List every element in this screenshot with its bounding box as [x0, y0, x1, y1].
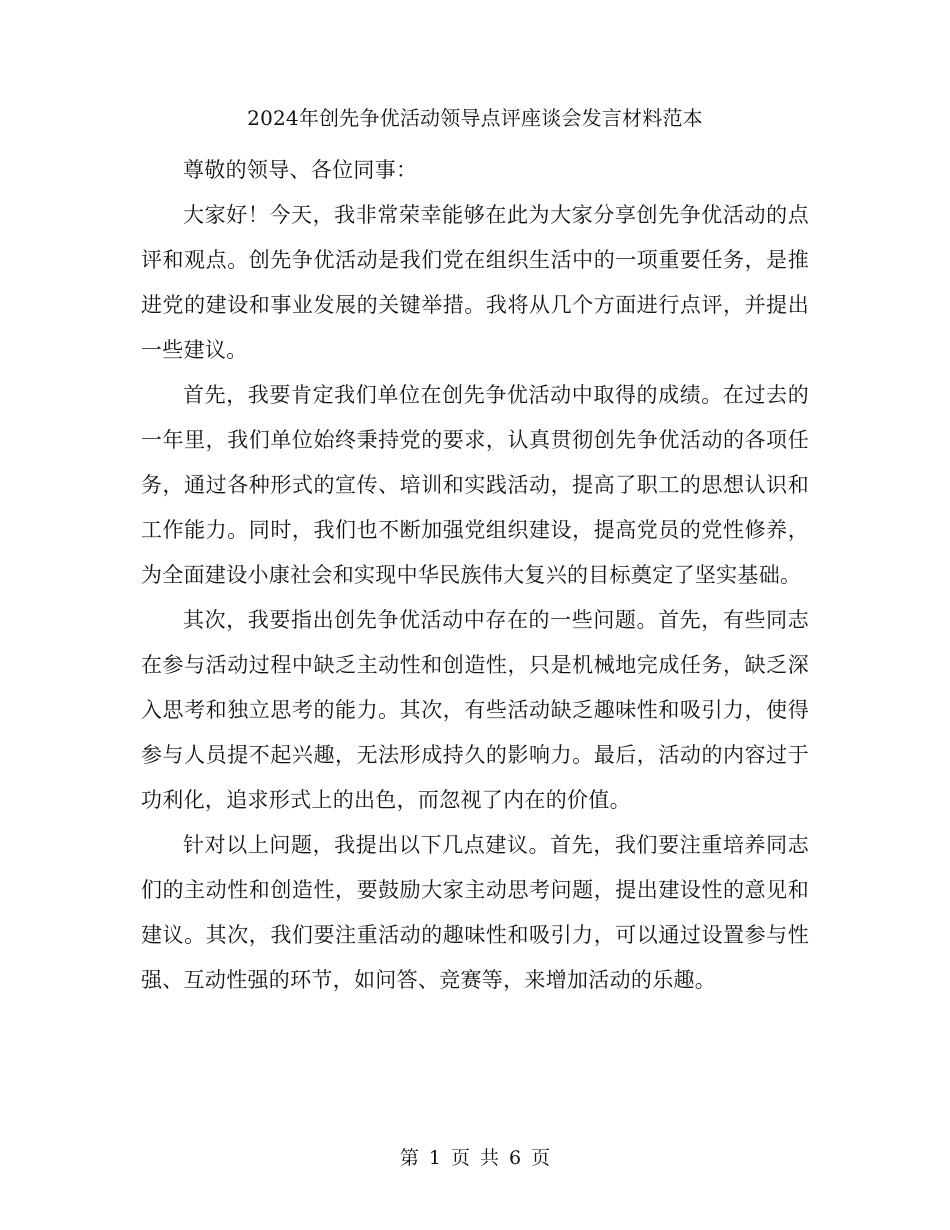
body-paragraph: 针对以上问题，我提出以下几点建议。首先，我们要注重培养同志们的主动性和创造性，要鼓励大家主动思考问题，提出建设性的意见和建议。其次，我们要注重活动的趣味性和吸引力，可以通过设置参与性强、互动性强的环节，如问答、竞赛等，来增加活动的乐趣。 [141, 833, 809, 992]
document-title: 2024年创先争优活动领导点评座谈会发言材料范本 [247, 106, 703, 130]
page-number-footer: 第 1 页 共 6 页 [399, 1147, 551, 1169]
salutation-paragraph: 尊敬的领导、各位同事： [183, 158, 418, 182]
body-paragraph: 大家好！今天，我非常荣幸能够在此为大家分享创先争优活动的点评和观点。创先争优活动是我们党在组织生活中的一项重要任务，是推进党的建设和事业发展的关键举措。我将从几个方面进行点评，并提出一些建议。 [141, 203, 809, 362]
body-paragraph: 其次，我要指出创先争优活动中存在的一些问题。首先，有些同志在参与活动过程中缺乏主动性和创造性，只是机械地完成任务，缺乏深入思考和独立思考的能力。其次，有些活动缺乏趣味性和吸引力，使得参与人员提不起兴趣，无法形成持久的影响力。最后，活动的内容过于功利化，追求形式上的出色，而忽视了内在的价值。 [141, 608, 809, 812]
body-paragraph: 首先，我要肯定我们单位在创先争优活动中取得的成绩。在过去的一年里，我们单位始终秉持党的要求，认真贯彻创先争优活动的各项任务，通过各种形式的宣传、培训和实践活动，提高了职工的思想认识和工作能力。同时，我们也不断加强党组织建设，提高党员的党性修养，为全面建设小康社会和实现中华民族伟大复兴的目标奠定了坚实基础。 [141, 383, 809, 587]
document-body [141, 148, 809, 1003]
